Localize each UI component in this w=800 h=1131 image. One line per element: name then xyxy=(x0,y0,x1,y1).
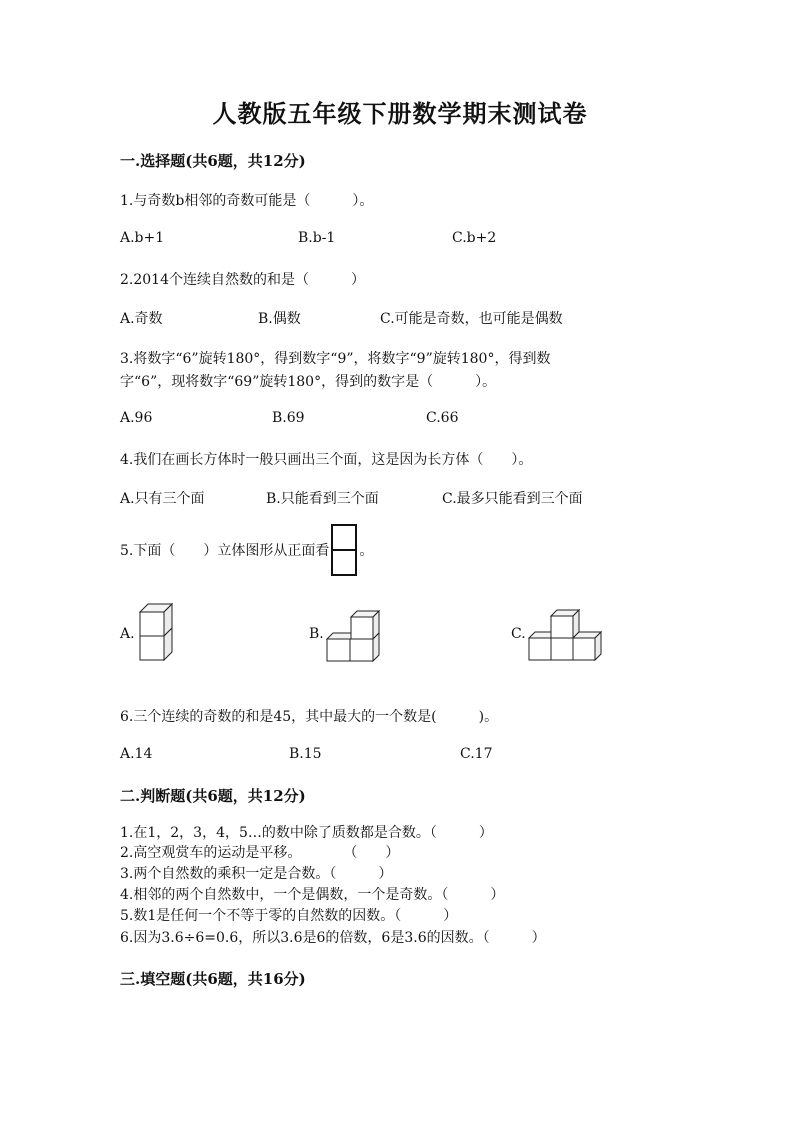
page-title: 人教版五年级下册数学期末测试卷 xyxy=(212,99,588,128)
q6-option-a: A.14 xyxy=(120,746,153,762)
q5-option-a-cubes xyxy=(138,602,180,662)
question-6: 6.三个连续的奇数的和是45，其中最大的一个数是( )。 xyxy=(120,709,499,725)
question-1: 1.与奇数b相邻的奇数可能是（ ）。 xyxy=(120,193,374,209)
section-heading-fill-in: 三.填空题(共6题，共16分) xyxy=(120,970,306,988)
q2-option-b: B.偶数 xyxy=(258,311,301,327)
q3-option-b: B.69 xyxy=(272,410,305,426)
judge-item-3: 3.两个自然数的乘积一定是合数。（ ） xyxy=(120,866,393,882)
question-2: 2.2014个连续自然数的和是（ ） xyxy=(120,272,365,288)
q5-text-end: 。 xyxy=(359,543,374,559)
q4-option-c: C.最多只能看到三个面 xyxy=(442,491,583,507)
q1-option-c: C.b+2 xyxy=(452,230,497,246)
q2-option-a: A.奇数 xyxy=(120,311,163,327)
question-4: 4.我们在画长方体时一般只画出三个面，这是因为长方体（ ）。 xyxy=(120,452,533,468)
q3-option-a: A.96 xyxy=(120,410,153,426)
q4-option-a: A.只有三个面 xyxy=(120,491,205,507)
q5-text: 5.下面（ ）立体图形从正面看 xyxy=(120,543,330,559)
judge-item-6: 6.因为3.6÷6=0.6，所以3.6是6的倍数，6是3.6的因数。（ ） xyxy=(120,930,546,946)
question-3-line1: 3.将数字“6”旋转180°，得到数字“9”，将数字“9”旋转180°，得到数 xyxy=(120,351,551,367)
judge-item-2: 2.高空观赏车的运动是平移。 （ ） xyxy=(120,845,400,861)
q5-option-a: A. xyxy=(120,626,135,642)
question-5 xyxy=(120,524,373,576)
q6-option-b: B.15 xyxy=(289,746,322,762)
front-view-figure xyxy=(331,524,357,576)
q5-option-c: C. xyxy=(511,626,526,642)
judge-item-1: 1.在1，2，3，4，5…的数中除了质数都是合数。（ ） xyxy=(120,825,493,841)
q5-option-b-cubes xyxy=(325,609,383,663)
q2-option-c: C.可能是奇数，也可能是偶数 xyxy=(380,311,563,327)
q5-option-c-cubes xyxy=(527,608,603,662)
section-heading-judgement: 二.判断题(共6题，共12分) xyxy=(120,787,306,805)
q3-option-c: C.66 xyxy=(426,410,459,426)
q1-option-a: A.b+1 xyxy=(120,230,165,246)
q6-option-c: C.17 xyxy=(460,746,493,762)
section-heading-choice: 一.选择题(共6题，共12分) xyxy=(120,152,306,170)
q4-option-b: B.只能看到三个面 xyxy=(266,491,379,507)
judge-item-4: 4.相邻的两个自然数中，一个是偶数，一个是奇数。（ ） xyxy=(120,887,505,903)
question-3-line2: 字“6”，现将数字“69”旋转180°，得到的数字是（ ）。 xyxy=(120,374,497,390)
q5-option-b: B. xyxy=(309,626,324,642)
q1-option-b: B.b-1 xyxy=(298,230,336,246)
judge-item-5: 5.数1是任何一个不等于零的自然数的因数。（ ） xyxy=(120,908,458,924)
